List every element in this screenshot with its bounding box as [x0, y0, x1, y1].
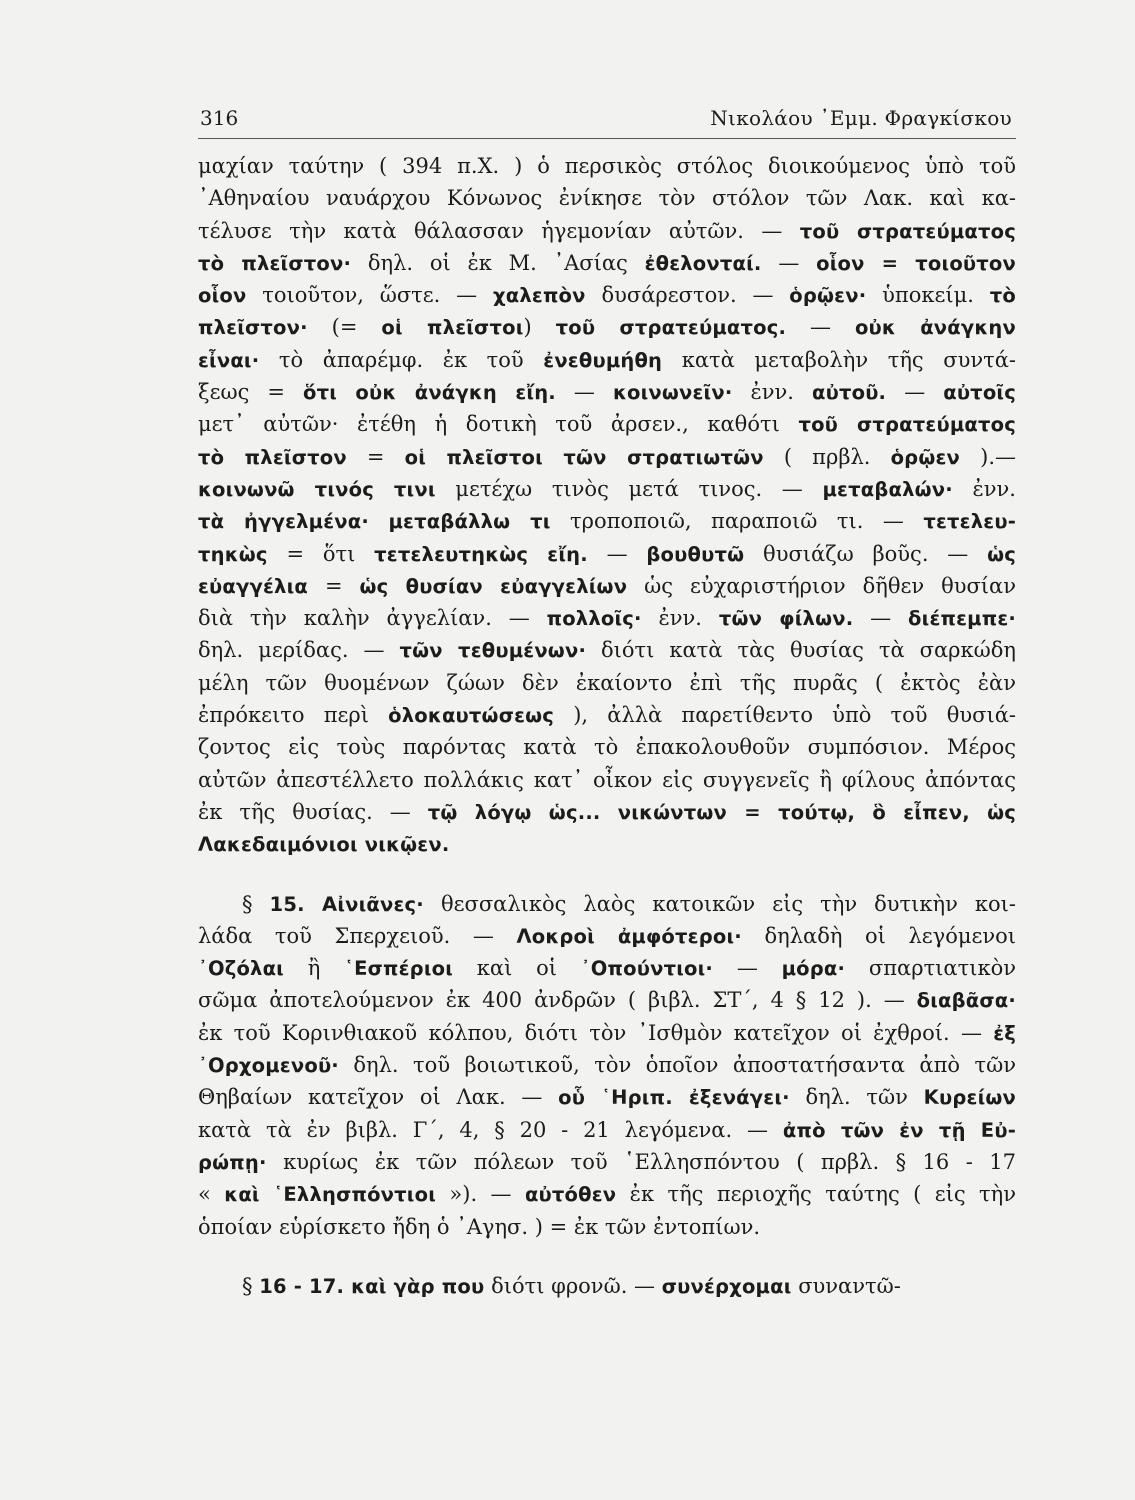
lemma-bold: πλεῖστον· [198, 316, 308, 340]
text-segment: σῶμα ἀποτελούμενον ἐκ 400 ἀνδρῶν ( βιβλ. ΣΤ΄, 4 § 12 ). — [198, 988, 917, 1013]
lemma-bold: τοῦ στρατεύματος [799, 219, 1016, 243]
text-line [198, 984, 1016, 1016]
text-line [198, 150, 1016, 182]
lemma-bold: οὐκ ἀνάγκην [854, 316, 1016, 340]
text-line [198, 570, 1016, 602]
text-segment: ἐκ τῆς περιοχῆς ταύτης ( εἰς τὴν [616, 1182, 1016, 1207]
lemma-bold: εἶναι· [198, 348, 260, 372]
lemma-bold: ὡς θυσίαν εὐαγγελίων [359, 574, 628, 598]
text-segment: ἐπρόκειτο περὶ [198, 703, 389, 728]
text-line [198, 538, 1016, 570]
page-number: 316 [200, 106, 239, 130]
lemma-bold: ᾿Οπούντιοι· [580, 957, 714, 981]
text-segment: ἐκ τοῦ Κορινθιακοῦ κόλπου, διότι τὸν ᾿Ισθμὸν κατεῖχον οἱ ἐχθροί. — [198, 1020, 994, 1045]
text-segment: καὶ οἱ [453, 956, 581, 981]
text-segment: ἐνν. [641, 606, 719, 631]
text-segment: μετ᾿ αὐτῶν· ἐτέθη ἡ δοτικὴ τοῦ ἀρσεν., καθότι [198, 412, 799, 437]
lemma-bold: 15. Αἰνιᾶνες· [269, 892, 424, 916]
text-segment: τέλυσε τὴν κατὰ θάλασσαν ἡγεμονίαν αὐτῶν. — [198, 218, 800, 243]
text-line [198, 1017, 1016, 1049]
lemma-bold: μεταβάλλω τι [388, 510, 551, 534]
lemma-bold: ῾Εσπέριοι [344, 957, 454, 981]
text-segment [369, 509, 388, 533]
text-line [198, 1049, 1016, 1081]
text-segment: μετέχω τινὸς μετά τινος. — [435, 476, 823, 501]
text-segment: τὸ ἀπαρέμφ. ἐκ τοῦ [259, 347, 544, 372]
text-segment: ) [523, 315, 556, 340]
paragraph-gap [198, 1243, 1016, 1270]
lemma-bold: οἱ πλεῖστοι [381, 316, 524, 340]
page-header [198, 102, 1016, 139]
lemma-bold: τοῦ στρατεύματος. [555, 316, 787, 340]
lemma-bold: ἐθελονταί. [644, 251, 762, 275]
lemma-bold: τὸ πλεῖστον· [198, 251, 352, 275]
text-segment: σπαρτιατικὸν [845, 956, 1016, 981]
text-line [198, 1270, 1016, 1302]
lemma-bold: τηκὼς [198, 542, 268, 566]
text-line [198, 1146, 1016, 1178]
text-segment: δηλ. οἱ ἐκ Μ. ᾿Ασίας [351, 250, 645, 275]
text-segment: μέλη τῶν θυομένων ζώων δὲν ἐκαίοντο ἐπὶ τῆς πυρᾶς ( ἐκτὸς ἐὰν [198, 670, 1016, 695]
lemma-bold: πολλοῖς· [546, 607, 642, 631]
lemma-bold: μεταβαλών· [822, 477, 953, 501]
lemma-bold: βουθυτῶ [646, 542, 745, 566]
running-title: Νικολάου ᾿Εμμ. Φραγκίσκου [710, 106, 1012, 130]
text-segment: — [761, 250, 817, 275]
lemma-bold: ἐξ [993, 1021, 1016, 1045]
lemma-bold: καὶ ῾Ελλησπόντιοι [224, 1183, 436, 1207]
lemma-bold: Λακεδαιμόνιοι νικῷεν. [198, 833, 450, 857]
lemma-bold: ἐνεθυμήθη [543, 348, 663, 372]
text-line [198, 796, 1016, 828]
lemma-bold: συνέρχομαι [661, 1274, 792, 1298]
lemma-bold: τὰ ἠγγελμένα· [198, 510, 369, 534]
text-segment: ᾿Αθηναίου ναυάρχου Κόνωνος ἐνίκησε τὸν στόλον τῶν Λακ. καὶ κα- [198, 186, 1016, 211]
lemma-bold: ὅτι οὐκ ἀνάγκη εἴη. [302, 381, 556, 405]
text-segment: ἢ [283, 956, 345, 981]
text-segment: ), ἀλλὰ παρετίθεντο ὑπὸ τοῦ θυσιά- [554, 703, 1016, 728]
paragraph-gap [198, 861, 1016, 888]
text-segment: ὁποίαν εὑρίσκετο ἤδη ὁ ᾿Αγησ. ) = ἐκ τῶν ἐντοπίων. [198, 1214, 761, 1239]
lemma-bold: τῷ λόγῳ ὡς... νικώντων = τούτῳ, ὃ εἶπεν, ὡς [427, 800, 1016, 824]
lemma-bold: χαλεπὸν [492, 284, 586, 308]
text-segment: συναντῶ- [791, 1273, 901, 1298]
text-segment: δηλ. μερίδας. — [198, 638, 400, 663]
text-segment: θεσσαλικὸς λαὸς κατοικῶν εἰς τὴν δυτικὴν κοι- [423, 891, 1016, 916]
text-segment: Θηβαίων κατεῖχον οἱ Λακ. — [198, 1085, 559, 1110]
lemma-bold: 16 - 17. καὶ γὰρ που [259, 1274, 485, 1298]
lemma-bold: τῶν φίλων. [718, 607, 854, 631]
text-line [198, 505, 1016, 537]
text-segment: »). — [436, 1182, 525, 1207]
text-segment: δηλ. τοῦ βοιωτικοῦ, τὸν ὁποῖον ἀποστατήσαντα ἀπὸ τῶν [338, 1053, 1016, 1078]
text-segment: κατὰ μεταβολὴν τῆς συντά- [662, 347, 1016, 372]
text-segment: μαχίαν ταύτην ( 394 π.Χ. ) ὁ περσικὸς στόλος διοικούμενος ὑπὸ τοῦ [198, 154, 1016, 178]
lemma-bold: τῶν τεθυμένων· [399, 639, 587, 663]
text-segment: διότι κατὰ τὰς θυσίας τὰ σαρκώδη [586, 638, 1016, 663]
text-line [198, 920, 1016, 952]
text-segment: ἐνν. [952, 476, 1016, 501]
lemma-bold: τὸ πλεῖστον [198, 445, 347, 469]
text-segment: δηλαδὴ οἱ λεγόμενοι [741, 923, 1016, 948]
text-line [198, 888, 1016, 920]
lemma-bold: ὡς [987, 542, 1016, 566]
lemma-bold: οἷον [198, 284, 247, 308]
lemma-bold: διέπεμπε· [908, 607, 1016, 631]
text-segment: λάδα τοῦ Σπερχειοῦ. — [198, 923, 517, 948]
lemma-bold: ἀπὸ τῶν ἐν τῇ Εὐ- [782, 1118, 1016, 1142]
text-segment: « [198, 1182, 225, 1207]
lemma-bold: Λοκροὶ ἀμφότεροι· [516, 924, 742, 948]
text-segment: ( πρβλ. [763, 444, 891, 469]
lemma-bold: τετελευ- [923, 510, 1016, 534]
text-segment: ὡς εὐχαριστήριον δῆθεν θυσίαν [627, 573, 1016, 598]
text-segment: κατὰ τὰ ἐν βιβλ. Γ΄, 4, § 20 - 21 λεγόμενα. — [198, 1117, 783, 1142]
lemma-bold: οὗ ῾Ηριπ. ἐξενάγει· [558, 1086, 790, 1110]
lemma-bold: ὁλοκαυτώσεως [388, 704, 555, 728]
text-segment: τροποποιῶ, παραποιῶ τι. — [550, 509, 924, 534]
text-segment: θυσιάζω βοῦς. — [744, 541, 988, 566]
lemma-bold: αὐτοῖς [943, 381, 1016, 405]
text-segment: τοιοῦτον, ὥστε. — [246, 283, 493, 308]
lemma-bold: οἱ πλεῖστοι τῶν στρατιωτῶν [404, 445, 764, 469]
text-segment: — [786, 315, 855, 340]
text-line [198, 1178, 1016, 1210]
lemma-bold: Κυρείων [923, 1086, 1016, 1110]
lemma-bold: κοινωνεῖν· [612, 381, 733, 405]
text-segment: = ὅτι [267, 541, 375, 566]
text-line [198, 602, 1016, 634]
lemma-bold: ᾿Οζόλαι [198, 957, 284, 981]
lemma-bold: εὐαγγέλια [198, 574, 308, 598]
text-segment: κυρίως ἐκ τῶν πόλεων τοῦ ῾Ελλησπόντου ( πρβλ. § 16 - 17 [266, 1149, 1016, 1174]
text-segment: διὰ τὴν καλὴν ἀγγελίαν. — [198, 606, 547, 631]
text-segment: = [346, 444, 405, 469]
lemma-bold: τὸ [989, 284, 1016, 308]
text-line [198, 828, 1016, 860]
lemma-bold: αὐτοῦ. [811, 381, 887, 405]
text-line [198, 952, 1016, 984]
lemma-bold: κοινωνῶ τινός τινι [198, 477, 436, 501]
text-line [198, 344, 1016, 376]
text-segment: δηλ. τῶν [789, 1085, 924, 1110]
text-line [198, 731, 1016, 763]
lemma-bold: τετελευτηκὼς εἴη. [374, 542, 588, 566]
text-line [198, 473, 1016, 505]
text-segment: — [853, 606, 909, 631]
lemma-bold: διαβᾶσα· [916, 989, 1016, 1013]
text-segment: (= [307, 315, 382, 340]
text-segment: διότι φρονῶ. — [484, 1273, 662, 1298]
text-segment: ἐνν. [732, 380, 812, 405]
lemma-bold: τοῦ στρατεύματος [798, 413, 1016, 437]
text-segment: ξεως = [198, 380, 303, 405]
lemma-bold: ρώπῃ· [198, 1150, 267, 1174]
text-segment: ζοντος εἰς τοὺς παρόντας κατὰ τὸ ἐπακολουθοῦν συμπόσιον. Μέρος [198, 735, 1016, 760]
text-segment: δυσάρεστον. — [585, 283, 790, 308]
text-segment: — [555, 380, 613, 405]
lemma-bold: μόρα· [781, 957, 846, 981]
text-segment: — [713, 956, 782, 981]
text-segment: ).— [960, 444, 1016, 469]
text-segment: § [242, 1273, 260, 1298]
text-segment: — [886, 380, 944, 405]
text-line [198, 1211, 1016, 1243]
lemma-bold: ὁρῷεν· [789, 284, 867, 308]
lemma-bold: ὁρῷεν [890, 445, 961, 469]
text-line [198, 1114, 1016, 1146]
text-line [198, 441, 1016, 473]
text-line [198, 667, 1016, 699]
text-line [198, 376, 1016, 408]
lemma-bold: οἷον = τοιοῦτον [816, 251, 1016, 275]
text-line [198, 215, 1016, 247]
lemma-bold: ᾿Ορχομενοῦ· [198, 1054, 339, 1078]
text-line [198, 279, 1016, 311]
text-segment: — [587, 541, 647, 566]
text-segment: ὑποκείμ. [866, 283, 990, 308]
body-text [198, 150, 1016, 1302]
text-line [198, 1081, 1016, 1113]
text-line [198, 634, 1016, 666]
text-line [198, 247, 1016, 279]
lemma-bold: αὐτόθεν [524, 1183, 617, 1207]
text-segment: § [242, 891, 270, 916]
text-line [198, 182, 1016, 214]
text-segment: ἐκ τῆς θυσίας. — [198, 799, 428, 824]
text-line [198, 699, 1016, 731]
text-line [198, 764, 1016, 796]
text-line [198, 408, 1016, 440]
text-line [198, 311, 1016, 343]
text-segment: αὐτῶν ἀπεστέλλετο πολλάκις κατ᾿ οἶκον εἰς συγγενεῖς ἢ φίλους ἀπόντας [198, 767, 1016, 792]
text-segment: = [307, 573, 360, 598]
